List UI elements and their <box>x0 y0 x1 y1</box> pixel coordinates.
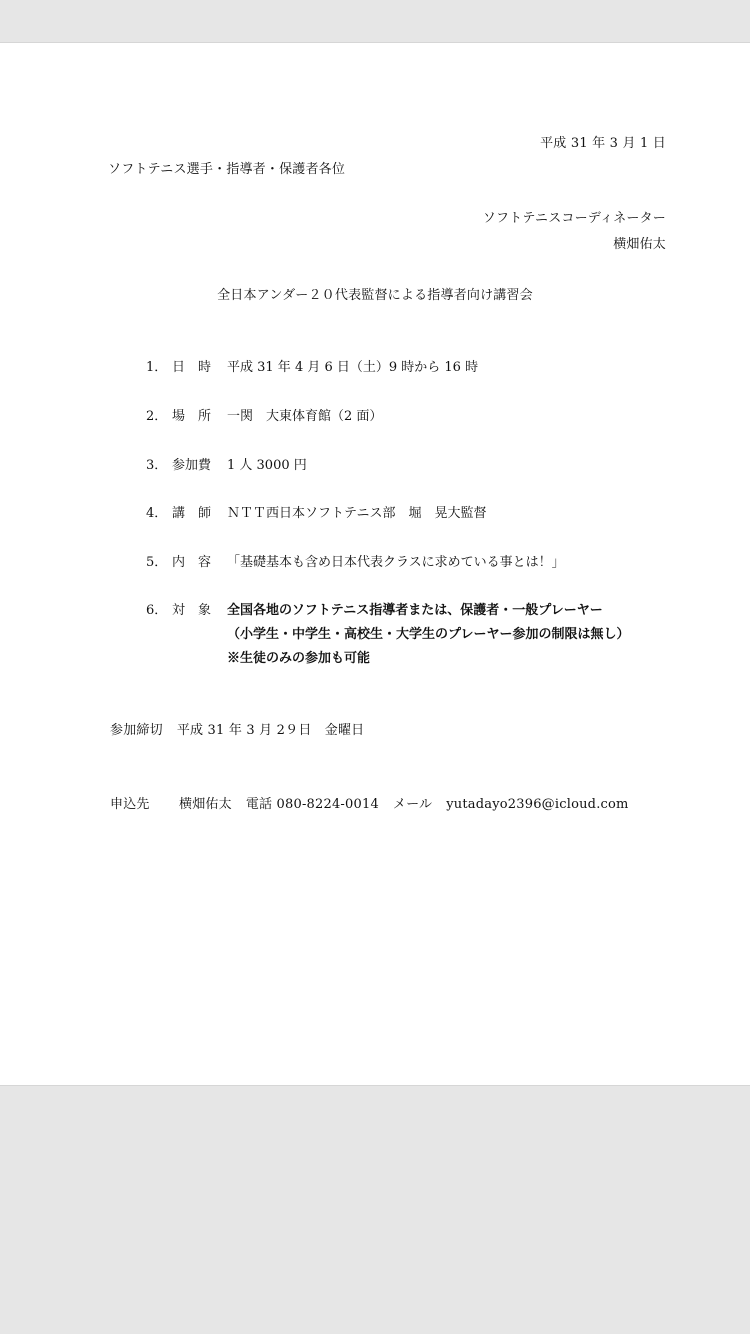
deadline-label: 参加締切 <box>110 723 163 738</box>
deadline <box>110 722 364 740</box>
item-number: 1． <box>146 360 168 375</box>
item-target <box>146 602 603 620</box>
item-value: 1 人 3000 円 <box>227 458 307 473</box>
document-page <box>0 42 750 1086</box>
item-number: 6． <box>146 603 168 618</box>
item-value: 「基礎基本も含め日本代表クラスに求めている事とは！」 <box>227 555 565 570</box>
item-number: 5． <box>146 555 168 570</box>
contact <box>110 796 629 814</box>
contact-phone: 電話 080-8224-0014 <box>245 797 379 812</box>
contact-mail-label: メール <box>392 797 433 812</box>
document-date: 平成 31 年 3 月 1 日 <box>540 136 666 151</box>
item-label: 日 時 <box>172 360 212 375</box>
addressee: ソフトテニス選手・指導者・保護者各位 <box>108 162 346 177</box>
item-label: 場 所 <box>172 409 212 424</box>
item-target-note: ※生徒のみの参加も可能 <box>227 651 371 666</box>
item-number: 3． <box>146 458 168 473</box>
item-target-note: （小学生・中学生・高校生・大学生のプレーヤー参加の制限は無し） <box>227 627 630 642</box>
item-label: 講 師 <box>172 506 212 521</box>
item-value: 一関 大東体育館（2 面） <box>227 409 383 424</box>
sender-name: 横畑佑太 <box>613 237 666 252</box>
document-title: 全日本アンダー２０代表監督による指導者向け講習会 <box>217 288 533 303</box>
item-value: 全国各地のソフトテニス指導者または、保護者・一般プレーヤー <box>227 603 603 618</box>
item-content <box>146 554 565 572</box>
item-value: 平成 31 年 4 月 6 日（土）9 時から 16 時 <box>227 360 479 375</box>
item-label: 内 容 <box>172 555 212 570</box>
item-value: ＮＴＴ西日本ソフトテニス部 堀 晃大監督 <box>227 506 487 521</box>
item-instructor <box>146 505 486 523</box>
item-venue <box>146 408 382 426</box>
item-fee <box>146 457 307 475</box>
contact-name: 横畑佑太 <box>179 797 232 812</box>
item-label: 対 象 <box>172 603 212 618</box>
item-datetime <box>146 359 478 377</box>
sender-role: ソフトテニスコーディネーター <box>482 211 666 226</box>
item-number: 4． <box>146 506 168 521</box>
contact-label: 申込先 <box>110 797 150 812</box>
deadline-value: 平成 31 年 3 月 2９日 金曜日 <box>176 723 365 738</box>
item-label: 参加費 <box>172 458 212 473</box>
item-number: 2． <box>146 409 168 424</box>
contact-email: yutadayo2396@icloud.com <box>446 797 629 812</box>
